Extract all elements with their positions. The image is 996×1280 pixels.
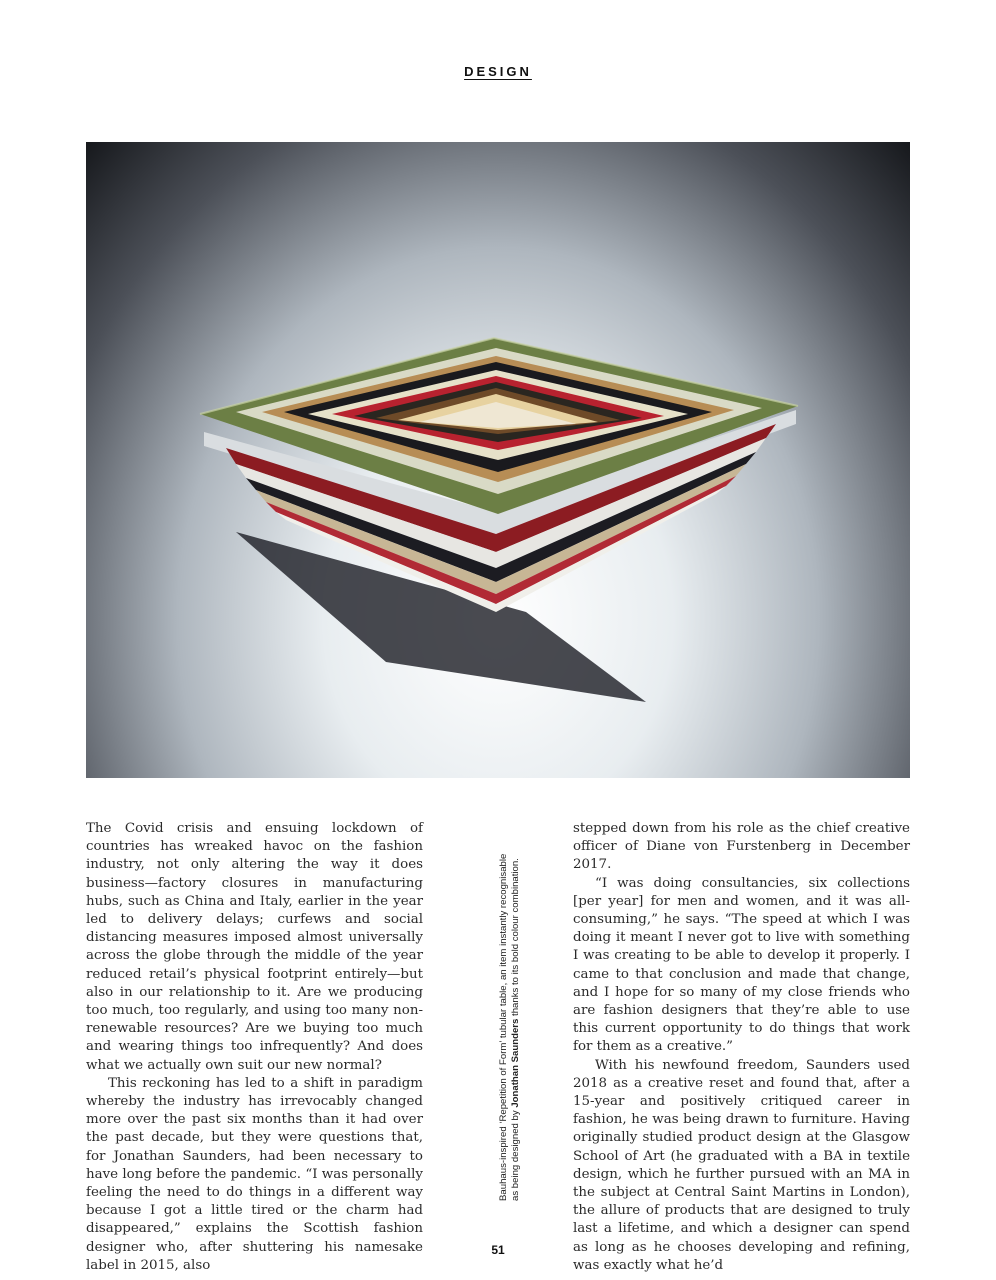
- paragraph: “I was doing consultancies, six collections [per year] for men and women, and it was all-consuming,” he says. “The speed at which I was doing it meant I never got to live with something I was creating to be able to develop it properly. I came to that conclusion and made that change, and I hope for so many of my close friends who are fashion designers that they’re able to use this current opportunity to do things that work for them as a creative.”: [573, 875, 910, 1055]
- article-column-left: [86, 820, 423, 1275]
- paragraph: The Covid crisis and ensuing lockdown of countries has wreaked havoc on the fashion industry, not only altering the way it does business—factory closures in manufacturing hubs, such as China and Italy, earlier in the year led to delivery delays; curfews and social distancing measures imposed almost universally across the globe through the middle of the year reduced retail’s physical footprint entirely—but also in our relationship to it. Are we producing too much, too regularly, and using too many non-renewable resources? Are we buying too much and wearing things too infrequently? And does what we actually own suit our new normal?: [86, 821, 423, 1073]
- feature-photo: [86, 142, 910, 778]
- paragraph: stepped down from his role as the chief creative officer of Diane von Furstenberg in December 2017.: [573, 821, 910, 873]
- page-number: 51: [491, 1243, 505, 1257]
- paragraph: With his newfound freedom, Saunders used 2018 as a creative reset and found that, after a 15-year and positively critiqued career in fashion, he was being drawn to furniture. Having originally studied product design at the Glasgow School of Art (he graduated with a BA in textile design, which he further pursued with an MA in the subject at Central Saint Martins in London), the allure of products that are designed to truly last a lifetime, and which a designer can spend as long as he chooses developing and refining, was exactly what he’d: [573, 1057, 910, 1273]
- photo-caption: [498, 815, 522, 1201]
- tubular-table-illustration: [86, 142, 910, 778]
- paragraph: This reckoning has led to a shift in paradigm whereby the industry has irrevocably changed more over the past six months than it had over the past decade, but they were questions that, for Jonathan Saunders, had been necessary to have long before the pandemic. “I was personally feeling the need to do things in a different way because I got a little tired or the charm had disappeared,” explains the Scottish fashion designer who, after shuttering his namesake label in 2015, also: [86, 1075, 423, 1273]
- section-label: DESIGN: [464, 64, 532, 79]
- designer-name: Jonathan Saunders: [510, 1018, 521, 1108]
- caption-line: [510, 815, 522, 1201]
- article-column-right: [573, 820, 910, 1275]
- caption-line: Bauhaus-inspired ‘Repetition of Form’ tubular table, an item instantly recognisable: [498, 853, 509, 1201]
- caption-text: thanks to its bold colour combination.: [510, 858, 521, 1019]
- caption-text: as being designed by: [510, 1107, 521, 1201]
